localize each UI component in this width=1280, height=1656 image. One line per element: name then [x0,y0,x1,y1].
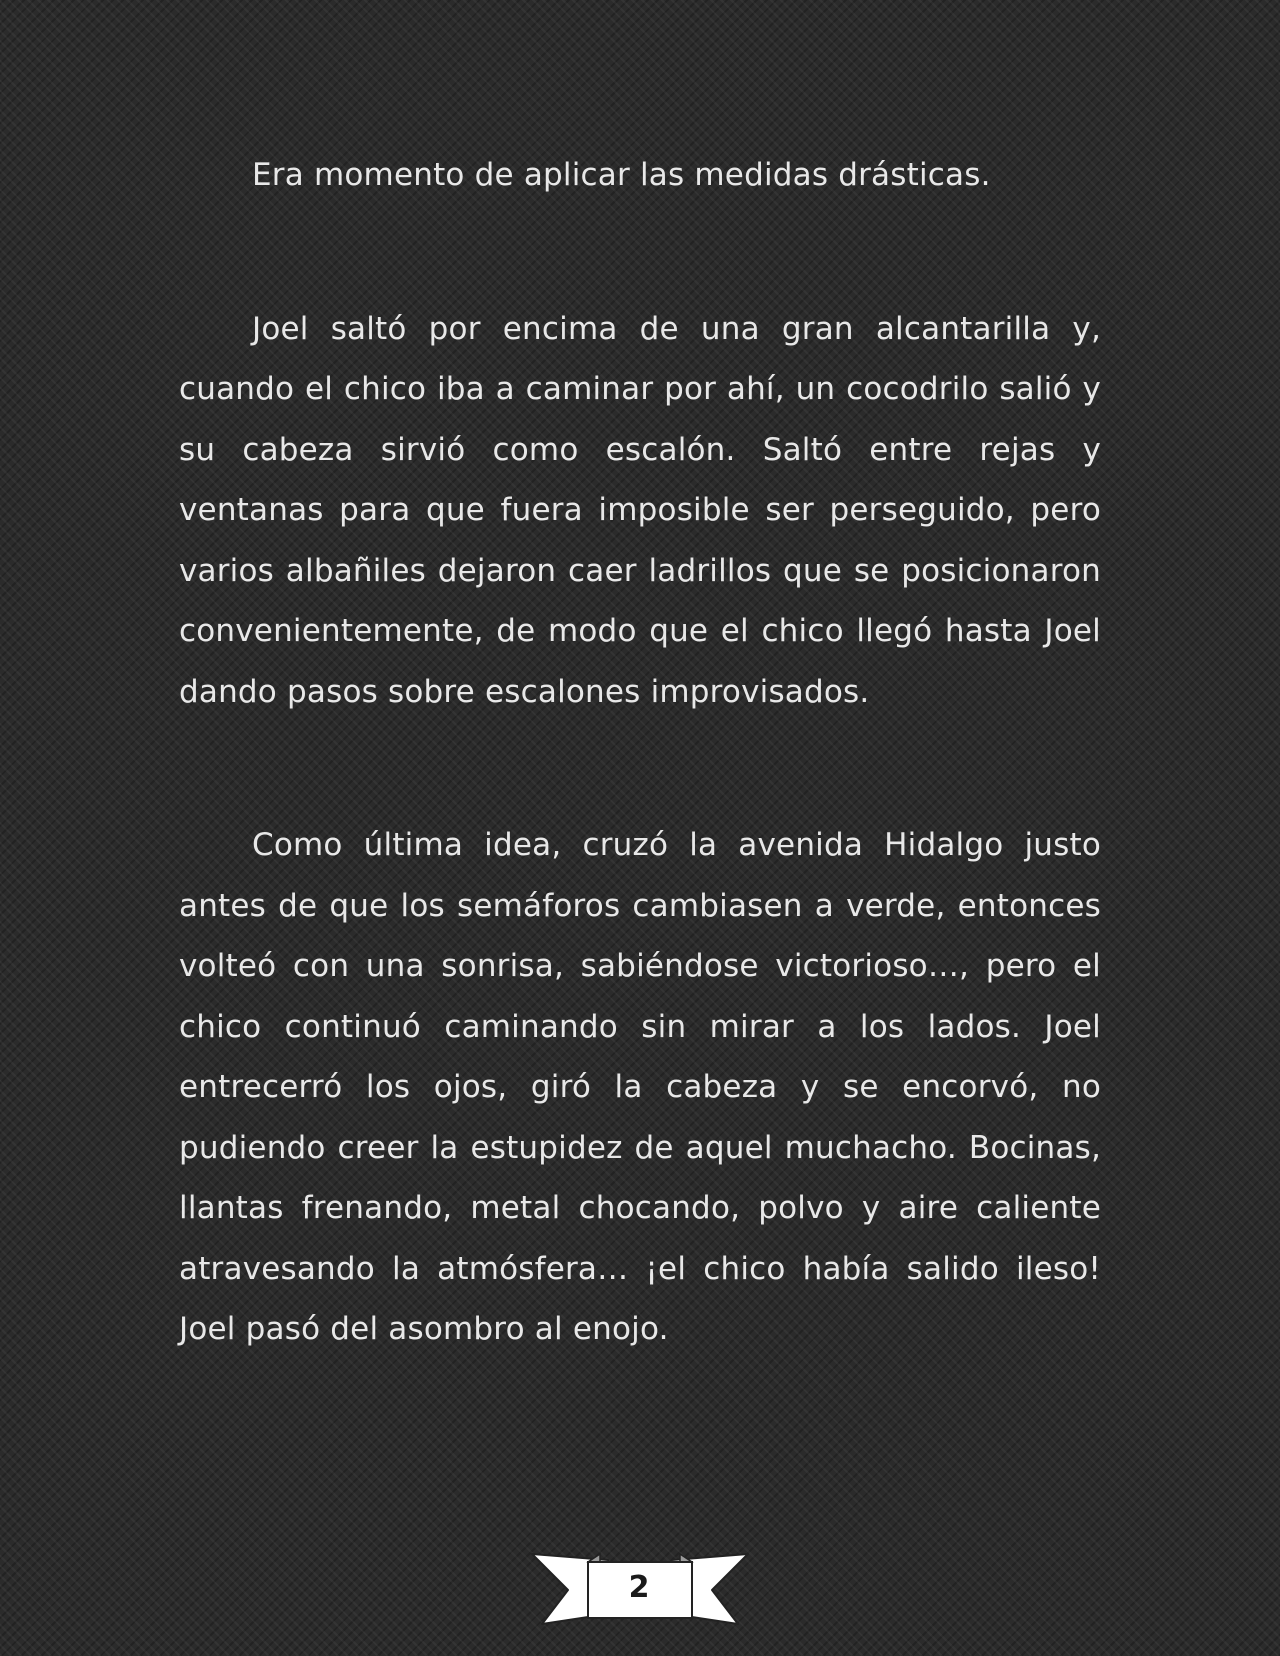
story-paragraph-2: Joel saltó por encima de una gran alcantarilla y, cuando el chico iba a caminar por ahí, un cocodrilo salió y su cabeza sirvió como escalón. Saltó entre rejas y ventanas para que fuera imposible ser perseguido, pero varios albañiles dejaron caer ladrillos que se posicionaron convenientemente, de modo que el chico llegó hasta Joel dando pasos sobre escalones improvisados. [179,310,1101,710]
story-paragraph-3: Como última idea, cruzó la avenida Hidalgo justo antes de que los semáforos cambiasen a verde, entonces volteó con una sonrisa, sabiéndose victorioso…, pero el chico continuó caminando sin mirar a los lados. Joel entrecerró los ojos, giró la cabeza y se encorvó, no pudiendo creer la estupidez de aquel muchacho. Bocinas, llantas frenando, metal chocando, polvo y aire caliente atravesando la atmósfera… ¡el chico había salido ileso! Joel pasó del asombro al enojo. [179,827,1101,1347]
story-body [179,145,1101,1360]
page-number: 2 [628,1570,650,1605]
page-number-ribbon [530,1548,750,1630]
story-paragraph-1: Era momento de aplicar las medidas drásticas. [252,157,991,193]
